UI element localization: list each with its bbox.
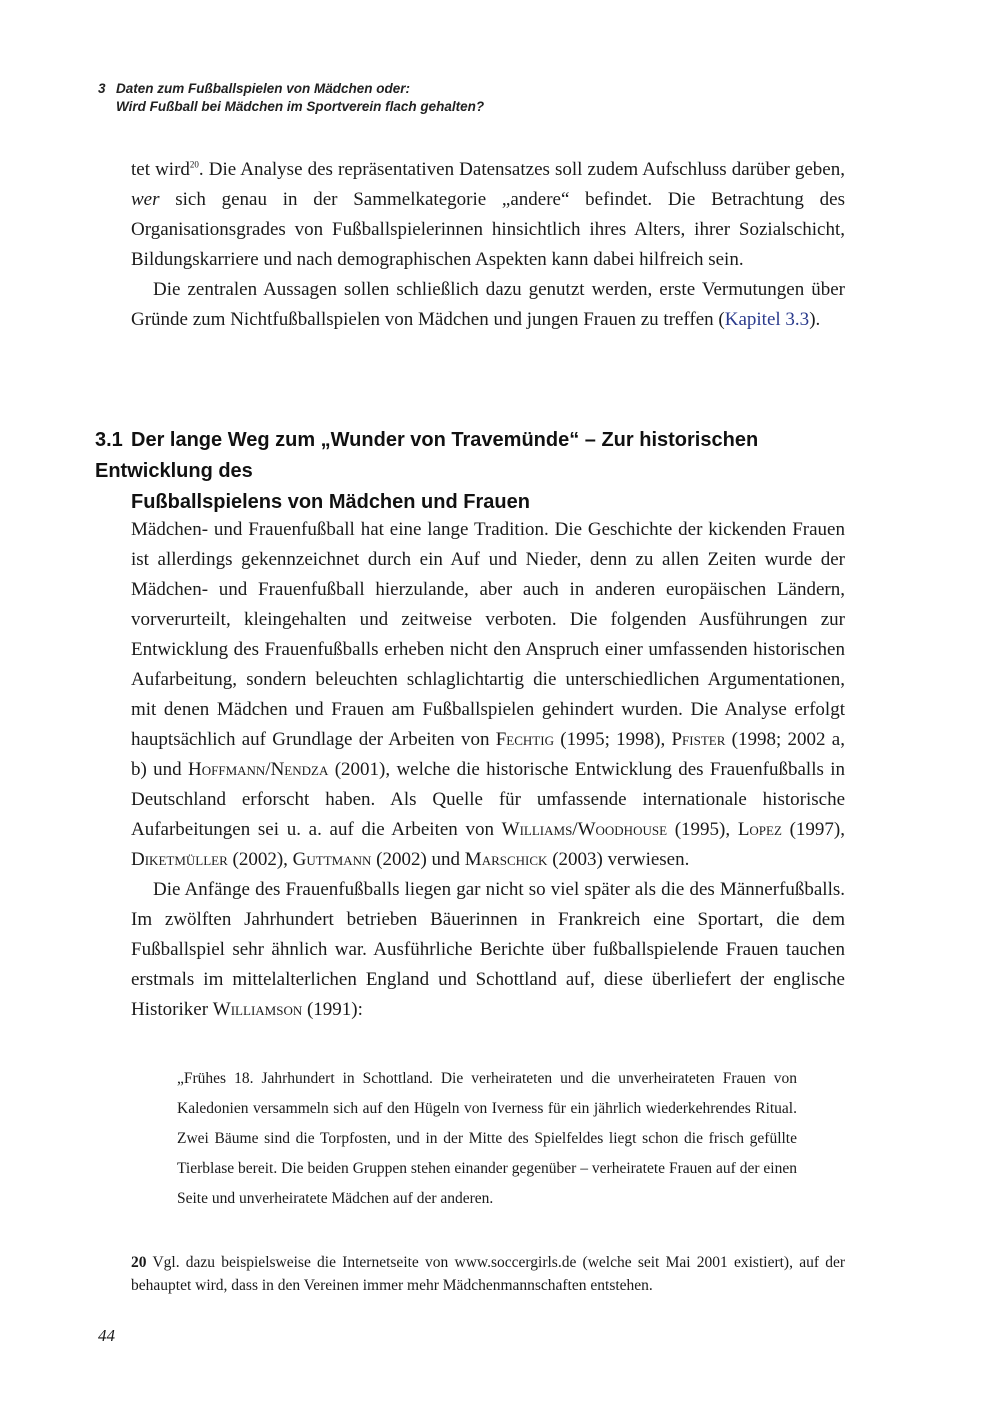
author-name: Diketmüller [131, 849, 228, 870]
author-name: Fechtig [495, 729, 554, 750]
paragraph [131, 515, 845, 875]
running-head-title-2: Wird Fußball bei Mädchen im Sportverein flach gehalten? [116, 99, 485, 114]
text-run: ). [809, 309, 821, 330]
chapter-number: 3 [98, 81, 106, 96]
text-run: (2001), welche die historische Entwicklung des Frauenfußballs in Deutschland erforscht haben. Als Quelle für umfassende internationale historische Aufarbeitungen sei u. a. auf die Arbeiten von [131, 759, 845, 840]
author-name: Williamson [212, 999, 303, 1020]
footnote-reference[interactable]: 20 [189, 159, 199, 170]
text-run: Die Anfänge des Frauenfußballs liegen gar nicht so viel später als die des Männerfußballs. Im zwölften Jahrhundert betrieben Bäuerinnen in Frankreich eine Sportart, die dem Fußballspiel sehr ähnlich war. Ausführliche Berichte über fußballspielende Frauen tauchen erstmals im mittelalterlichen England und Schottland auf, diese überliefert der englische Historiker [131, 879, 845, 1020]
page-number: 44 [98, 1326, 115, 1345]
text-run: (2002), [227, 849, 293, 870]
text-run: (2002) und [371, 849, 465, 870]
text-run: (1997), [781, 819, 846, 840]
text-run: tet wird [131, 159, 190, 180]
footnote [131, 1251, 845, 1297]
author-name: Williams/Woodhouse [501, 819, 668, 840]
section-title-line2: Fußballspielens von Mädchen und Frauen [131, 491, 530, 513]
intro-text-block [131, 155, 845, 335]
footnote-number: 20 [131, 1254, 147, 1271]
text-run: sich genau in der Sammelkategorie „andere“ befindet. Die Betrachtung des Organisationsgrades von Fußballspielerinnen hinsichtlich ihres Alters, ihrer Sozialschicht, Bildungskarriere und nach demographischen Aspekten kann dabei hilfreich sein. [131, 189, 845, 270]
paragraph [131, 275, 845, 335]
block-quote [177, 1064, 797, 1214]
quote-text: „Frühes 18. Jahrhundert in Schottland. Die verheirateten und die unverheirateten Frauen von Kaledonien versammeln sich auf den Hügeln von Iverness für ein jährlich wiederkehrendes Ritual. Zwei Bäume sind die Torpfosten, und in der Mitte des Spielfeldes liegt schon die frisch gefüllte Tierblase bereit. Die beiden Gruppen stehen einander gegenüber – verheiratete Frauen auf der einen Seite und unverheiratete Mädchen auf der anderen. [177, 1070, 797, 1207]
text-run: Mädchen- und Frauenfußball hat eine lange Tradition. Die Geschichte der kickenden Frauen ist allerdings gekennzeichnet durch ein Auf und Nieder, denn zu allen Zeiten wurde der Mädchen- und Frauenfußball hierzulande, aber auch in anderen europäischen Ländern, vorverurteilt, kleingehalten und zeitweise verboten. Die folgenden Ausführungen zur Entwicklung des Frauenfußballs erheben nicht den Anspruch einer umfassenden historischen Aufarbeitung, sondern beleuchten schlaglichtartig die unterschiedlichen Argumentationen, mit denen Mädchen und Frauen am Fußballspielen gehindert wurden. Die Analyse erfolgt hauptsächlich auf Grundlage der Arbeiten von [131, 519, 845, 750]
running-head [98, 80, 484, 116]
text-run: (1995; 1998), [553, 729, 672, 750]
author-name: Marschick [464, 849, 548, 870]
text-run: (1991): [302, 999, 363, 1020]
emphasis-text: wer [131, 189, 160, 210]
footnote-text: Vgl. dazu beispielsweise die Internetseite von www.soccergirls.de (welche seit Mai 2001 existiert), auf der behauptet wird, dass in den Vereinen immer mehr Mädchenmannschaften entstehen. [131, 1254, 845, 1294]
section-title-line1: Der lange Weg zum „Wunder von Travemünde“ – Zur historischen Entwicklung des [95, 429, 759, 482]
author-name: Guttmann [292, 849, 372, 870]
author-name: Pfister [671, 729, 726, 750]
chapter-link[interactable]: Kapitel 3.3 [724, 309, 810, 330]
paragraph [131, 155, 845, 275]
running-head-line1 [98, 80, 484, 98]
running-head-title-1: Daten zum Fußballspielen von Mädchen oder: [116, 81, 411, 96]
text-run: Die zentralen Aussagen sollen schließlich dazu genutzt werden, erste Vermutungen über Gründe zum Nichtfußballspielen von Mädchen und jungen Frauen zu treffen ( [131, 279, 845, 330]
section-body-text [131, 515, 845, 1025]
author-name: Hoffmann/Nendza [188, 759, 329, 780]
text-run: (1998; 2002 a, b) und [131, 729, 845, 780]
paragraph [131, 875, 845, 1025]
text-run: (2003) verwiesen. [547, 849, 690, 870]
text-run: . Die Analyse des repräsentativen Datensatzes soll zudem Aufschluss darüber geben, [198, 159, 845, 180]
text-run: (1995), [667, 819, 738, 840]
section-heading [95, 425, 855, 518]
author-name: Lopez [737, 819, 782, 840]
section-number: 3.1 [95, 429, 123, 451]
